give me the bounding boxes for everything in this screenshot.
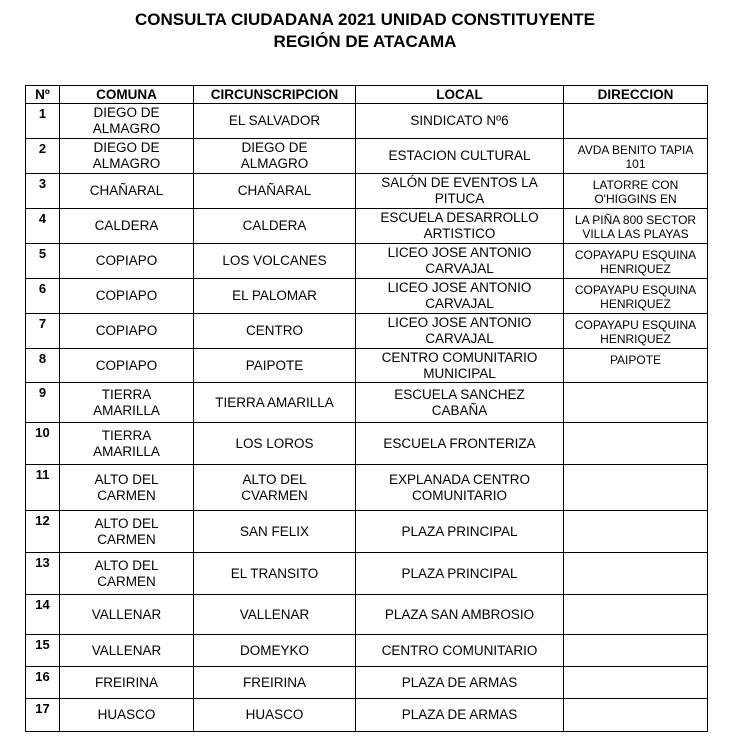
cell-comuna: [60, 383, 194, 423]
cell-direccion-line: HENRIQUEZ: [600, 297, 671, 311]
table-row: [26, 699, 708, 732]
cell-circunscripcion: [194, 553, 356, 595]
header-number: Nº: [26, 86, 60, 104]
cell-circunscripcion-line: DIEGO DE: [241, 140, 308, 155]
cell-circunscripcion-line: CVARMEN: [241, 487, 308, 503]
cell-local-line: CENTRO COMUNITARIO: [381, 349, 538, 365]
cell-local-line: ARTISTICO: [423, 226, 496, 241]
cell-direccion: [564, 465, 708, 511]
cell-comuna-line: DIEGO DE: [93, 105, 160, 120]
document-title: CONSULTA CIUDADANA 2021 UNIDAD CONSTITUYENTE: [135, 10, 595, 29]
cell-circunscripcion: [194, 314, 356, 349]
cell-direccion: [564, 209, 708, 244]
table-row: [26, 423, 708, 465]
cell-comuna-line: CHAÑARAL: [89, 183, 164, 198]
cell-circunscripcion-line: ALMAGRO: [240, 156, 309, 171]
cell-comuna-line: DIEGO DE: [93, 140, 160, 155]
table-row: [26, 635, 708, 667]
cell-comuna-line: TIERRA: [101, 427, 152, 443]
cell-comuna-line: CARMEN: [97, 487, 156, 503]
cell-local: [356, 104, 564, 139]
cell-comuna-line: COPIAPO: [95, 253, 158, 268]
cell-direccion-line: COPAYAPU ESQUINA: [574, 248, 697, 262]
table-row: [26, 209, 708, 244]
cell-direccion: [564, 635, 708, 667]
cell-local: [356, 383, 564, 423]
cell-local: [356, 553, 564, 595]
cell-number: 13: [26, 553, 60, 595]
cell-circunscripcion: [194, 104, 356, 139]
cell-comuna-line: CARMEN: [97, 531, 156, 547]
cell-direccion: [564, 511, 708, 553]
cell-circunscripcion: [194, 139, 356, 174]
cell-comuna: [60, 314, 194, 349]
cell-comuna: [60, 699, 194, 732]
cell-direccion-line: HENRIQUEZ: [600, 262, 671, 276]
cell-direccion-line: PAIPOTE: [609, 353, 662, 367]
cell-circunscripcion-line: DOMEYKO: [239, 642, 309, 658]
cell-circunscripcion: [194, 279, 356, 314]
cell-local: [356, 511, 564, 553]
cell-local: [356, 244, 564, 279]
cell-local-line: SINDICATO Nº6: [410, 113, 509, 128]
cell-local-line: ESCUELA SANCHEZ: [394, 386, 525, 402]
cell-comuna-line: COPIAPO: [95, 323, 158, 338]
cell-circunscripcion-line: EL SALVADOR: [228, 113, 321, 128]
cell-local: [356, 314, 564, 349]
cell-circunscripcion-line: EL PALOMAR: [232, 288, 317, 303]
cell-local-line: COMUNITARIO: [412, 487, 507, 503]
table-row: [26, 244, 708, 279]
cell-number: 14: [26, 595, 60, 635]
cell-direccion: [564, 423, 708, 465]
cell-direccion: [564, 383, 708, 423]
cell-direccion: [564, 139, 708, 174]
cell-local-line: ESCUELA DESARROLLO: [380, 210, 539, 225]
cell-local-line: PITUCA: [434, 191, 485, 206]
cell-comuna: [60, 174, 194, 209]
table-row: [26, 279, 708, 314]
cell-comuna-line: COPIAPO: [95, 357, 158, 373]
cell-circunscripcion: [194, 209, 356, 244]
cell-circunscripcion: [194, 349, 356, 383]
cell-local-line: LICEO JOSE ANTONIO: [387, 245, 532, 260]
cell-number: 1: [26, 104, 60, 139]
header-direccion: DIRECCION: [564, 86, 708, 104]
cell-circunscripcion-line: EL TRANSITO: [230, 565, 319, 581]
cell-direccion-line: COPAYAPU ESQUINA: [574, 318, 697, 332]
cell-local-line: CARVAJAL: [425, 331, 494, 346]
cell-circunscripcion-line: ALTO DEL: [242, 471, 307, 487]
table-row: [26, 174, 708, 209]
cell-comuna-line: FREIRINA: [94, 674, 158, 690]
cell-circunscripcion-line: LOS VOLCANES: [222, 253, 327, 268]
table-row: [26, 383, 708, 423]
table-row: [26, 553, 708, 595]
cell-circunscripcion: [194, 423, 356, 465]
cell-direccion: [564, 349, 708, 383]
cell-direccion-line: LA PIÑA 800 SECTOR: [574, 213, 697, 227]
cell-direccion: [564, 667, 708, 699]
table-row: [26, 139, 708, 174]
cell-comuna-line: AMARILLA: [93, 402, 160, 418]
header-comuna: COMUNA: [60, 86, 194, 104]
cell-local: [356, 595, 564, 635]
cell-circunscripcion-line: CALDERA: [242, 218, 307, 233]
cell-direccion-line: VILLA LAS PLAYAS: [582, 227, 689, 241]
cell-comuna: [60, 279, 194, 314]
cell-local-line: PLAZA SAN AMBROSIO: [384, 606, 535, 622]
cell-comuna-line: CARMEN: [97, 573, 156, 589]
document-subtitle: REGIÓN DE ATACAMA: [273, 32, 457, 51]
cell-circunscripcion: [194, 511, 356, 553]
cell-comuna: [60, 511, 194, 553]
cell-local-line: PLAZA DE ARMAS: [401, 674, 518, 690]
cell-number: 9: [26, 383, 60, 423]
cell-circunscripcion: [194, 635, 356, 667]
table-header-row: [26, 86, 708, 104]
cell-local: [356, 209, 564, 244]
cell-comuna-line: VALLENAR: [91, 642, 162, 658]
cell-direccion: [564, 314, 708, 349]
cell-direccion: [564, 174, 708, 209]
table-row: [26, 349, 708, 383]
cell-local-line: LICEO JOSE ANTONIO: [387, 280, 532, 295]
cell-comuna-line: ALTO DEL: [94, 557, 159, 573]
table-row: [26, 314, 708, 349]
cell-local-line: CARVAJAL: [425, 261, 494, 276]
table-row: [26, 465, 708, 511]
cell-local: [356, 635, 564, 667]
cell-number: 10: [26, 423, 60, 465]
cell-comuna: [60, 465, 194, 511]
cell-local: [356, 465, 564, 511]
cell-local-line: CARVAJAL: [425, 296, 494, 311]
cell-direccion-line: LATORRE CON: [592, 178, 679, 192]
cell-circunscripcion-line: TIERRA AMARILLA: [215, 394, 334, 410]
cell-comuna-line: AMARILLA: [93, 443, 160, 459]
cell-direccion: [564, 244, 708, 279]
cell-number: 12: [26, 511, 60, 553]
cell-local-line: ESCUELA FRONTERIZA: [383, 435, 536, 451]
cell-number: 4: [26, 209, 60, 244]
cell-comuna: [60, 553, 194, 595]
cell-comuna: [60, 349, 194, 383]
cell-circunscripcion-line: PAIPOTE: [245, 357, 304, 373]
cell-local-line: ESTACION CULTURAL: [388, 148, 531, 163]
table-row: [26, 595, 708, 635]
cell-number: 8: [26, 349, 60, 383]
cell-local: [356, 139, 564, 174]
cell-number: 3: [26, 174, 60, 209]
cell-comuna: [60, 244, 194, 279]
cell-direccion: [564, 279, 708, 314]
cell-local-line: PLAZA PRINCIPAL: [401, 565, 518, 581]
cell-circunscripcion: [194, 667, 356, 699]
cell-direccion: [564, 553, 708, 595]
cell-number: 16: [26, 667, 60, 699]
table-row: [26, 511, 708, 553]
cell-comuna: [60, 667, 194, 699]
cell-circunscripcion-line: CHAÑARAL: [237, 183, 312, 198]
cell-local: [356, 349, 564, 383]
cell-number: 2: [26, 139, 60, 174]
cell-comuna-line: VALLENAR: [91, 606, 162, 622]
cell-direccion-line: COPAYAPU ESQUINA: [574, 283, 697, 297]
cell-local: [356, 423, 564, 465]
cell-number: 6: [26, 279, 60, 314]
cell-number: 11: [26, 465, 60, 511]
cell-comuna: [60, 209, 194, 244]
cell-direccion-line: AVDA BENITO TAPIA: [577, 143, 694, 157]
cell-circunscripcion: [194, 383, 356, 423]
cell-direccion: [564, 699, 708, 732]
cell-circunscripcion-line: FREIRINA: [242, 674, 306, 690]
cell-comuna-line: ALTO DEL: [94, 515, 159, 531]
cell-direccion-line: O'HIGGINS EN: [594, 192, 677, 206]
cell-comuna-line: HUASCO: [97, 707, 156, 722]
cell-local-line: SALÓN DE EVENTOS LA: [381, 175, 538, 190]
cell-circunscripcion-line: CENTRO: [246, 323, 303, 338]
cell-number: 7: [26, 314, 60, 349]
cell-comuna-line: ALMAGRO: [92, 156, 161, 171]
header-local: LOCAL: [356, 86, 564, 104]
cell-circunscripcion: [194, 595, 356, 635]
cell-comuna-line: ALTO DEL: [94, 471, 159, 487]
cell-local-line: EXPLANADA CENTRO: [388, 471, 531, 487]
table-row: [26, 667, 708, 699]
cell-local-line: PLAZA DE ARMAS: [401, 707, 518, 722]
cell-circunscripcion: [194, 699, 356, 732]
cell-number: 17: [26, 699, 60, 732]
cell-circunscripcion-line: SAN FELIX: [239, 523, 310, 539]
cell-local-line: PLAZA PRINCIPAL: [401, 523, 518, 539]
cell-circunscripcion-line: VALLENAR: [239, 606, 310, 622]
cell-comuna: [60, 635, 194, 667]
header-circunscripcion: CIRCUNSCRIPCION: [194, 86, 356, 104]
cell-number: 5: [26, 244, 60, 279]
cell-direccion-line: 101: [625, 157, 646, 171]
cell-direccion: [564, 595, 708, 635]
cell-direccion: [564, 104, 708, 139]
cell-circunscripcion-line: HUASCO: [245, 707, 304, 722]
cell-comuna-line: TIERRA: [101, 386, 152, 402]
table-body: [26, 104, 708, 732]
cell-direccion-line: HENRIQUEZ: [600, 332, 671, 346]
cell-local: [356, 174, 564, 209]
cell-local: [356, 279, 564, 314]
cell-circunscripcion-line: LOS LOROS: [235, 435, 314, 451]
cell-comuna-line: CALDERA: [94, 218, 159, 233]
cell-local-line: MUNICIPAL: [423, 365, 496, 381]
cell-local-line: CENTRO COMUNITARIO: [381, 642, 538, 658]
cell-circunscripcion: [194, 174, 356, 209]
polling-locations-table: [25, 85, 708, 732]
cell-local: [356, 699, 564, 732]
cell-local: [356, 667, 564, 699]
cell-circunscripcion: [194, 244, 356, 279]
cell-comuna: [60, 104, 194, 139]
cell-circunscripcion: [194, 465, 356, 511]
cell-number: 15: [26, 635, 60, 667]
cell-comuna: [60, 139, 194, 174]
cell-comuna-line: ALMAGRO: [92, 121, 161, 136]
cell-comuna: [60, 595, 194, 635]
cell-local-line: LICEO JOSE ANTONIO: [387, 315, 532, 330]
cell-local-line: CABAÑA: [431, 402, 488, 418]
cell-comuna: [60, 423, 194, 465]
table-row: [26, 104, 708, 139]
cell-comuna-line: COPIAPO: [95, 288, 158, 303]
